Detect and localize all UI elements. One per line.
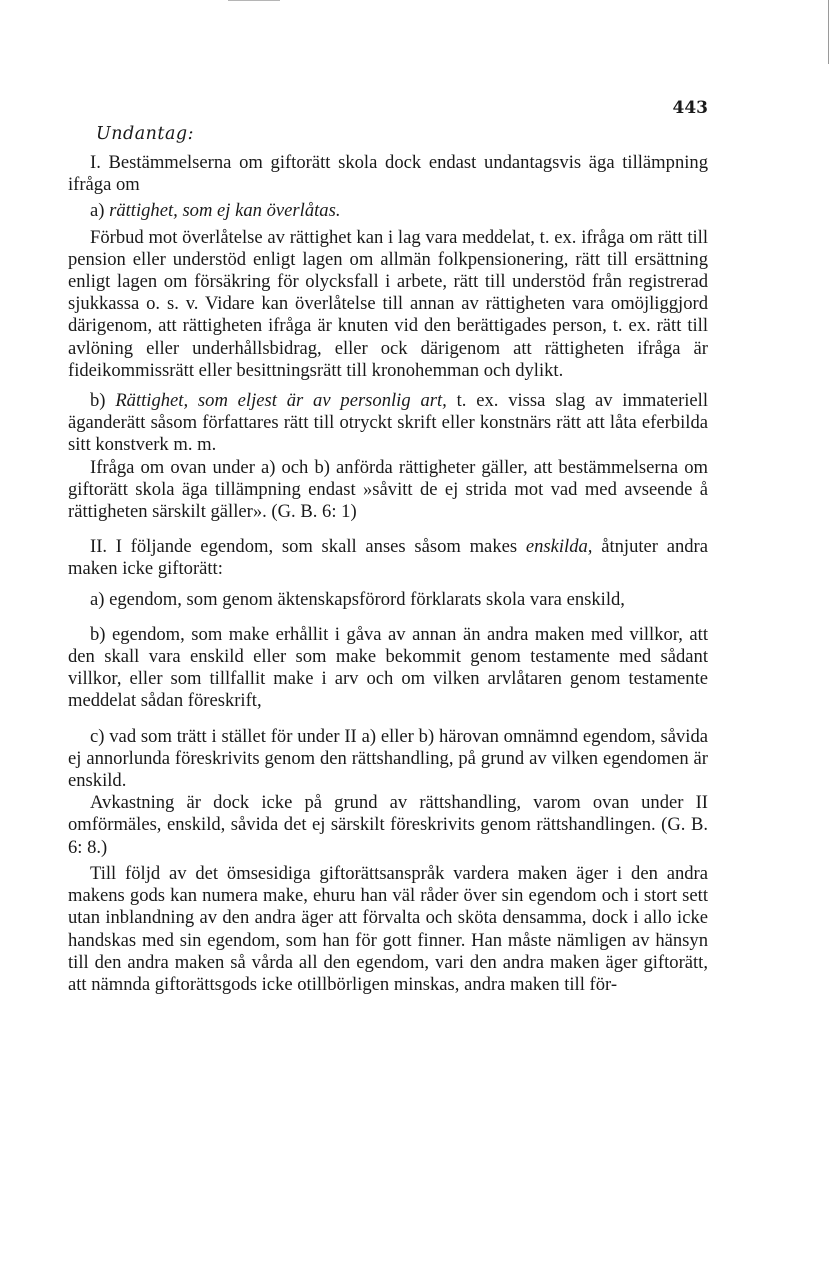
item-b-label: b) — [90, 390, 106, 412]
item-a-text: rättighet, som ej kan överlåtas. — [109, 200, 341, 222]
paragraph-yield: Avkastning är dock icke på grund av rättshandling, varom ovan under II omförmäles, enskild, såvida det ej särskilt föreskrivits genom rättshandlingen. (G. B. 6: 8.) — [68, 792, 708, 858]
book-page — [68, 98, 708, 996]
paragraph-separate-property — [68, 536, 708, 580]
page-number: 443 — [672, 98, 708, 118]
right-edge-rule — [828, 0, 829, 64]
paragraph-item-ii-a: a) egendom, som genom äktenskapsförord förklarats skola vara enskild, — [90, 588, 625, 610]
paragraph-item-ii-b: b) egendom, som make erhållit i gåva av annan än andra maken med villkor, att den skall vara enskild eller som make bekommit genom testamente med sådant villkor, eller som tillfallit make i arv och om vilken arvlåtaren genom testamente meddelat sådan föreskrift, — [68, 623, 708, 712]
paragraph-item-ii-c: c) vad som trätt i stället för under II a) eller b) härovan omnämnd egendom, såvida ej annorlunda föreskrivits genom den rättshandling, på grund av vilken egendomen är enskild. — [68, 725, 708, 792]
paragraph-transfer-ban: Förbud mot överlåtelse av rättighet kan i lag vara meddelat, t. ex. ifråga om rätt till pension eller understöd enligt lagen om allmän folkpensionering, rätt till ersättning enligt lagen om försäkring för olycksfall i arbete, rätt till understöd från registrerad sjukkassa o. s. v. Vidare kan överlåtelse till annan av rättigheten vara omöjliggjord därigenom, att rättigheten ifråga är knuten vid den berättigades person, t. ex. rätt till avlöning eller underhållsbidrag, eller ock därigenom att rättigheten ifråga är fideikommissrätt eller besittningsrätt till kronohemman och dylikt. — [68, 226, 708, 381]
section-title: Undantag: — [96, 124, 194, 144]
paragraph-item-a — [68, 200, 708, 222]
paragraph-marital-claim: Till följd av det ömsesidiga giftorättsanspråk vardera maken äger i den andra makens gods kan numera make, ehuru han väl råder över sin egendom och i stort sett utan inblandning av den andra äger att förvalta och sköta densamma, dock i allo icke handskas med sin egendom, som han för gott finner. Han måste nämligen av hänsyn till den andra maken så vårda all den egendom, vari den andra maken äger giftorätt, att nämnda giftorättsgods icke otillbörligen minskas, andra maken till för- — [68, 862, 708, 995]
item-b-rest: t. ex. vissa slag av immateriell äganderätt såsom författares rätt till otryckt skrift eller konstnärs rätt att låta eferbilda sitt konstverk m. m. — [68, 390, 709, 456]
item-a-label: a) — [90, 200, 105, 222]
top-edge-rule — [228, 0, 280, 1]
paragraph-item-b — [68, 390, 708, 457]
paragraph-exceptions-intro: I. Bestämmelserna om giftorätt skola dock endast undantagsvis äga tillämpning ifråga om — [68, 152, 708, 196]
item-b-italic: Rättighet, som eljest är av personlig art, — [115, 390, 447, 412]
separate-property-start: II. I följande egendom, som skall anses såsom makes — [90, 536, 518, 558]
separate-property-italic: enskilda, — [525, 536, 593, 558]
paragraph-rights-rule: Ifråga om ovan under a) och b) anförda rättigheter gäller, att bestämmelserna om giftorätt skola äga tillämpning endast »såvitt de ej strida mot vad med avseende å rättigheten särskilt gäller». (G. B. 6: 1) — [68, 456, 708, 523]
separate-property-end: åtnjuter andra maken icke giftorätt: — [68, 536, 709, 580]
